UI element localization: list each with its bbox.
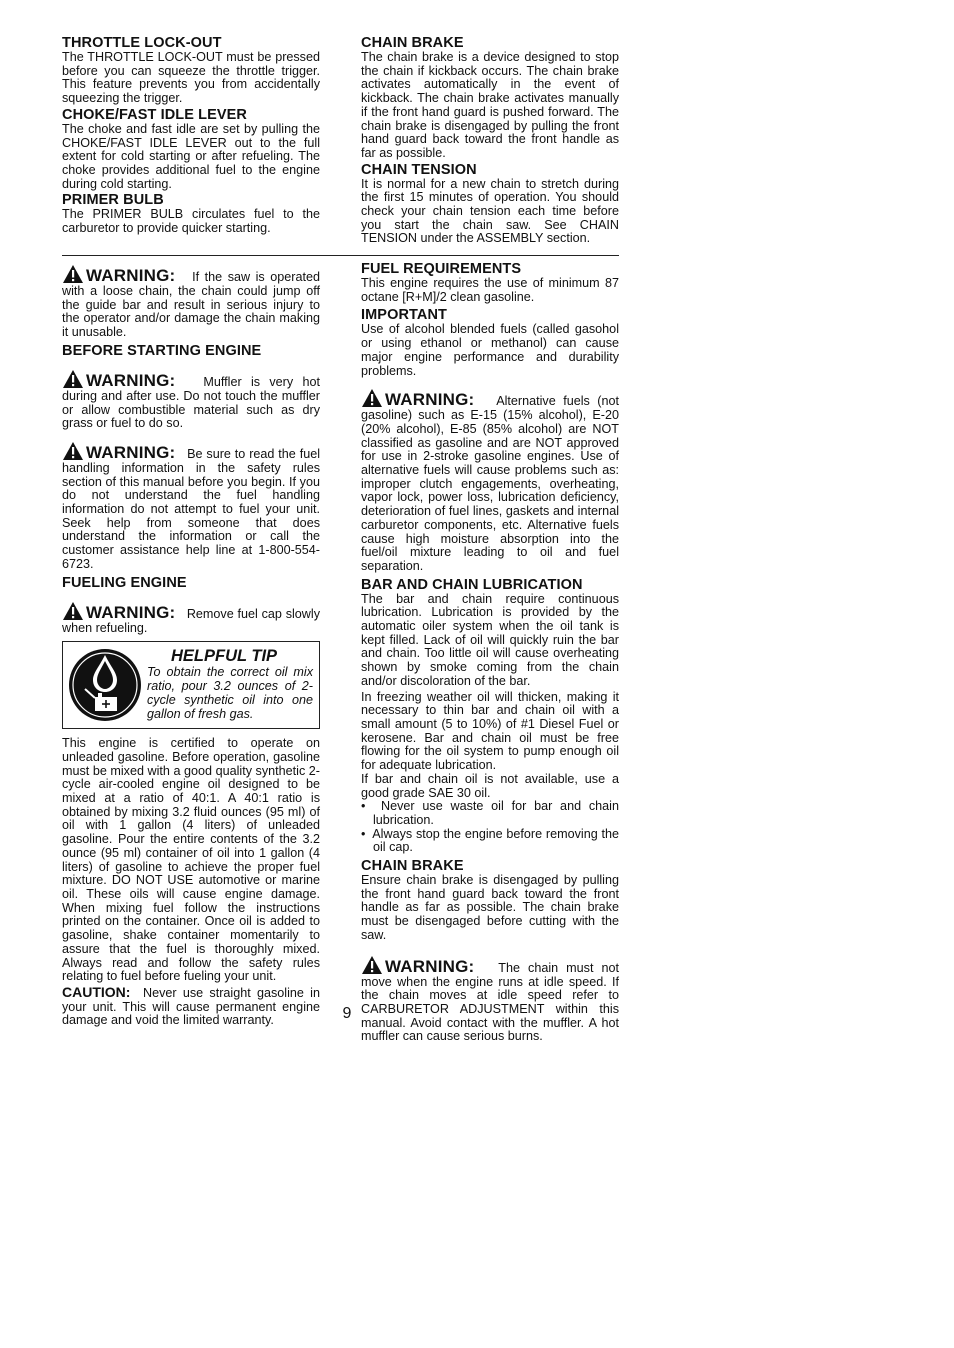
choke-section bbox=[62, 108, 320, 192]
engine-fuel-section bbox=[62, 737, 320, 984]
primer-heading: PRIMER BULB bbox=[62, 192, 164, 209]
right-bottom-column bbox=[361, 262, 619, 1048]
primer-section bbox=[62, 193, 320, 235]
sae-oil-text: If bar and chain oil is not available, use a good grade SAE 30 oil. bbox=[361, 771, 619, 800]
warning-label: WARNING: bbox=[385, 956, 475, 976]
warning-label: WARNING: bbox=[385, 390, 475, 410]
warning-fuel-cap bbox=[62, 601, 320, 636]
lubrication-bullets bbox=[361, 800, 619, 855]
chain-brake-ensure-section bbox=[361, 859, 619, 943]
chain-brake-section bbox=[361, 36, 619, 161]
warning-label: WARNING: bbox=[86, 266, 176, 285]
warning-label: WARNING: bbox=[86, 370, 176, 390]
warning-text: If the saw is operated with a loose chain, the chain could jump off the guide bar and result in serious injury to the operator and/or damage the chain making it unusable. bbox=[62, 270, 320, 340]
chain-tension-heading: CHAIN TENSION bbox=[361, 161, 477, 178]
warning-text: Remove fuel cap slowly when refueling. bbox=[62, 606, 321, 635]
warning-fuel-handling bbox=[62, 441, 320, 572]
warning-triangle-icon bbox=[62, 369, 84, 389]
chain-brake-heading: CHAIN BRAKE bbox=[361, 35, 464, 51]
warning-text: Alternative fuels (not gasoline) such as E-15 (15% alcohol), E-20 (20% alcohol), E-85 (85% alcohol) are NOT classified as gasoline and are NOT approved for use in 2-stroke gasoline engines. Use of alternative fuels will cause problems such as: improper clutch engagements, overheating, vapor lock, power loss, lubrication deficiency, deterioration of fuel lines, gaskets and internal carburetor components, etc. Alternative fuels cause high moisture absorption into the fuel/oil mixture leading to oil and fuel separation. bbox=[361, 394, 619, 573]
warning-label: WARNING: bbox=[86, 442, 176, 462]
warning-text: Muffler is very hot during and after use. Do not touch the muffler or allow combustible material such as dry grass or fuel to do so. bbox=[62, 374, 320, 431]
section-divider bbox=[62, 255, 619, 256]
freezing-text: In freezing weather oil will thicken, making it necessary to thin bar and chain oil with a small amount (5 to 10%) of #1 Diesel Fuel or kerosene. Bar and chain oil must be free flowing for the oil system to pump enough oil for adequate lubrication. bbox=[361, 689, 619, 773]
warning-muffler bbox=[62, 369, 320, 431]
fuel-requirements-text: This engine requires the use of minimum 87 octane [R+M]/2 clean gasoline. bbox=[361, 276, 619, 304]
before-starting-heading: BEFORE STARTING ENGINE bbox=[62, 342, 262, 359]
choke-text: The choke and fast idle are set by pulling the CHOKE/FAST IDLE LEVER out to the full extent for cold starting or after refueling. The choke provides additional fuel to the engine during cold starting. bbox=[62, 121, 320, 191]
throttle-lockout-text: The THROTTLE LOCK-OUT must be pressed before you can squeeze the throttle trigger. This feature prevents you from accidentally squeezing the trigger. bbox=[62, 50, 320, 106]
chain-brake-ensure-heading: CHAIN BRAKE bbox=[361, 858, 464, 875]
chain-tension-section bbox=[361, 163, 619, 247]
warning-loose-chain bbox=[62, 264, 320, 340]
fueling-engine-heading: FUELING ENGINE bbox=[62, 574, 187, 591]
chain-brake-text: The chain brake is a device designed to stop the chain if kickback occurs. The chain brake activates automatically in the event of kickback. The chain brake activates manually if the front hand guard is pushed forward. The chain brake is disengaged by pulling the front hand guard back toward the front handle as far as possible. bbox=[361, 50, 619, 160]
before-starting-section bbox=[62, 344, 320, 359]
caution-label: CAUTION: bbox=[62, 983, 131, 1000]
important-heading: IMPORTANT bbox=[361, 307, 448, 324]
warning-triangle-icon bbox=[361, 388, 383, 408]
throttle-lockout-section bbox=[62, 36, 320, 106]
lubrication-section bbox=[361, 578, 619, 855]
helpful-tip-text: To obtain the correct oil mix ratio, pour 3.2 ounces of 2-cycle synthetic oil into one gallon of fresh gas. bbox=[147, 665, 313, 722]
fuel-requirements-section bbox=[361, 262, 619, 304]
warning-text: Be sure to read the fuel handling information in the safety rules section of this manual before you begin. If you do not understand the fuel handling information do not attempt to fuel your unit. Seek help from someone that does understand the information or call the customer assistance help line at 1-800-554-6723. bbox=[62, 446, 321, 571]
fuel-can-icon bbox=[67, 647, 143, 723]
page-number: 9 bbox=[342, 1005, 352, 1022]
list-item: • Always stop the engine before removing the oil cap. bbox=[361, 826, 619, 855]
chain-brake-ensure-text: Ensure chain brake is disengaged by pulling the front hand guard back toward the front handle as far as possible. The chain brake must be disengaged before cutting with the saw. bbox=[361, 873, 619, 942]
warning-text: The chain must not move when the engine runs at idle speed. If the chain moves at idle speed refer to CARBURETOR ADJUSTMENT within this manual. Avoid contact with the muffler. A hot muffler can cause serious burns. bbox=[361, 960, 619, 1044]
choke-heading: CHOKE/FAST IDLE LEVER bbox=[62, 106, 247, 123]
right-top-column bbox=[361, 36, 619, 248]
fuel-requirements-heading: FUEL REQUIREMENTS bbox=[361, 261, 522, 277]
important-text: Use of alcohol blended fuels (called gasohol or using ethanol or methanol) can cause major engine performance and durability problems. bbox=[361, 322, 619, 378]
engine-fuel-text: This engine is certified to operate on unleaded gasoline. Before operation, gasoline must be mixed with a good quality synthetic 2-cycle air-cooled engine oil designed to be mixed at a ratio of 40:1. A 40:1 ratio is obtained by mixing 3.2 fluid ounces (95 ml) of oil with 1 gallon (4 liters) of unleaded gasoline. Pour the entire contents of the 3.2 ounce (95 ml) container of oil into 1 gallon (4 liters) of gasoline to achieve the proper fuel mixture. DO NOT USE automotive or marine oil. These oils will cause engine damage. When mixing fuel follow the instructions printed on the container. Once oil is added to gasoline, shake container momentarily to assure that the fuel is thoroughly mixed. Always read and follow the safety rules relating to fuel before fueling your unit. bbox=[62, 736, 320, 984]
helpful-tip-box bbox=[62, 641, 320, 729]
fueling-engine-section bbox=[62, 576, 320, 591]
warning-triangle-icon bbox=[62, 441, 84, 461]
warning-triangle-icon bbox=[62, 264, 84, 284]
throttle-lockout-heading: THROTTLE LOCK-OUT bbox=[62, 35, 222, 51]
warning-idle-chain bbox=[361, 955, 619, 1045]
warning-alternative-fuels bbox=[361, 388, 619, 573]
warning-label: WARNING: bbox=[86, 602, 176, 622]
important-section bbox=[361, 308, 619, 378]
chain-tension-text: It is normal for a new chain to stretch during the first 15 minutes of operation. You should check your chain tension each time before you start the chain saw. See CHAIN TENSION under the ASSEMBLY section. bbox=[361, 176, 619, 246]
warning-triangle-icon bbox=[62, 601, 84, 621]
warning-triangle-icon bbox=[361, 955, 383, 975]
primer-text: The PRIMER BULB circulates fuel to the carburetor to provide quicker starting. bbox=[62, 207, 320, 236]
lubrication-heading: BAR AND CHAIN LUBRICATION bbox=[361, 576, 583, 593]
caution-text: Never use straight gasoline in your unit. This will cause permanent engine damage and void the limited warranty. bbox=[62, 985, 320, 1028]
lubrication-text: The bar and chain require continuous lubrication. Lubrication is provided by the automatic oiler system when the oil tank is kept filled. Lack of oil will quickly ruin the bar and chain. Too little oil will cause overheating shown by smoke coming from the chain and/or discoloration of the bar. bbox=[361, 591, 619, 688]
helpful-tip-title: HELPFUL TIP bbox=[171, 647, 278, 666]
left-top-column bbox=[62, 36, 320, 238]
left-bottom-column bbox=[62, 262, 320, 1030]
caution-section bbox=[62, 983, 320, 1028]
list-item: • Never use waste oil for bar and chain lubrication. bbox=[361, 799, 619, 827]
